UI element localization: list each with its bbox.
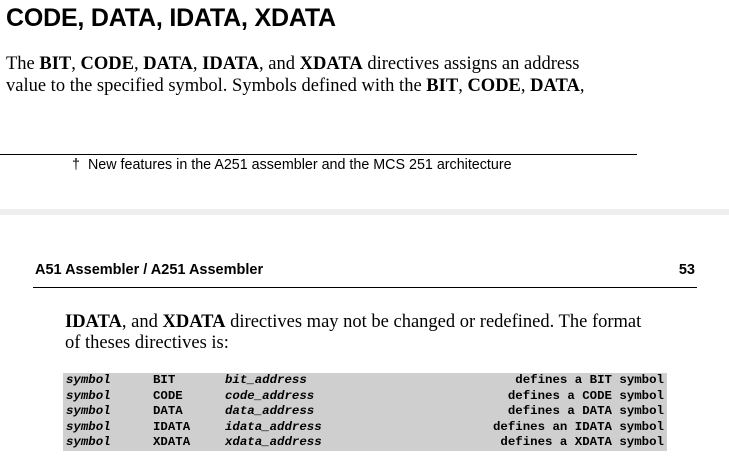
syntax-address: code_address [225,388,315,403]
syntax-keyword: CODE [153,388,183,403]
syntax-address: data_address [225,404,315,418]
intro-paragraph [6,53,606,97]
intro-text: , [133,54,144,74]
intro-text: , and [259,54,300,74]
keyword-code: CODE [467,76,521,96]
syntax-address: idata_address [225,419,322,434]
footnote [72,157,512,173]
continuation-paragraph [65,312,685,354]
keyword-xdata: XDATA [299,54,363,74]
intro-text: , [579,76,585,96]
syntax-symbol: symbol [66,373,111,387]
syntax-row [63,435,667,451]
dagger-mark: † [72,157,80,173]
syntax-address: bit_address [225,373,307,387]
syntax-row [63,373,667,389]
syntax-keyword: BIT [153,373,176,387]
keyword-data: DATA [530,76,580,96]
footnote-text: New features in the A251 assembler and the MCS 251 architecture [87,157,512,173]
syntax-symbol: symbol [66,404,111,418]
keyword-bit: BIT [39,54,72,74]
intro-text: , [192,54,203,74]
keyword-idata: IDATA [202,54,260,74]
syntax-keyword: XDATA [153,435,191,449]
intro-text: directives assigns an address [362,54,580,74]
syntax-description: defines an IDATA symbol [492,419,664,434]
syntax-description: defines a BIT symbol [515,373,664,387]
intro-line-1 [6,53,606,75]
page-header-title: A51 Assembler / A251 Assembler [35,262,264,278]
syntax-symbol: symbol [66,435,111,449]
syntax-keyword: IDATA [153,419,191,434]
section-title: CODE, DATA, IDATA, XDATA [6,4,336,32]
page-number: 53 [678,262,695,278]
keyword-data: DATA [143,54,193,74]
syntax-symbol: symbol [66,388,111,403]
intro-text: , [71,54,81,74]
continuation-line-1 [65,312,685,333]
syntax-description: defines a CODE symbol [507,388,664,403]
syntax-row [63,404,667,420]
keyword-bit: BIT [426,76,459,96]
syntax-symbol: symbol [66,419,111,434]
intro-line-2 [6,75,606,97]
syntax-code-block [63,373,667,451]
keyword-idata: IDATA [65,312,122,332]
syntax-description: defines a XDATA symbol [500,435,664,449]
footnote-divider [0,154,637,155]
continuation-line-2: of theses directives is: [65,333,229,353]
syntax-address: xdata_address [225,435,322,449]
syntax-row [63,420,667,436]
keyword-xdata: XDATA [162,312,226,332]
intro-text: The [6,54,40,74]
syntax-row [63,389,667,405]
intro-text: , [458,76,468,96]
header-divider [33,287,697,288]
keyword-code: CODE [80,54,134,74]
intro-text: value to the specified symbol. Symbols defined with the [6,76,427,96]
continuation-text: , and [121,312,163,332]
syntax-description: defines a DATA symbol [507,404,664,418]
syntax-keyword: DATA [153,404,183,418]
page-break [0,209,729,215]
intro-text: , [520,76,531,96]
continuation-text: directives may not be changed or redefined. The format [225,312,642,332]
